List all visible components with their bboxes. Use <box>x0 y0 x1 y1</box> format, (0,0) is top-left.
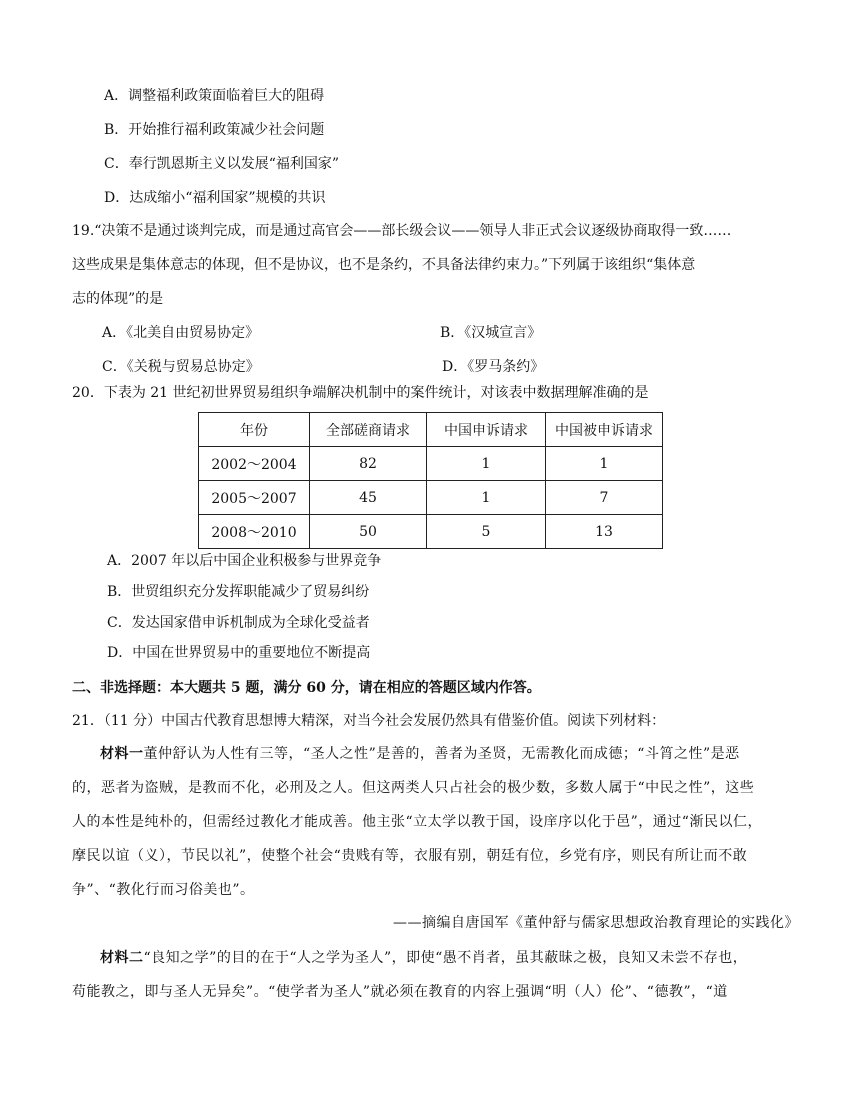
material1-line-3: 人的本性是纯朴的，但需经过教化才能成善。他主张“立太学以教于国，设庠序以化于邑”，通过“渐民以仁， <box>72 814 762 830</box>
table-cell: 2002～2004 <box>199 447 310 481</box>
table-row <box>199 515 663 549</box>
material2-line-1 <box>100 948 747 968</box>
q20-option-b: B．世贸组织充分发挥职能减少了贸易纠纷 <box>107 584 370 600</box>
table-row <box>199 447 663 481</box>
table-header-cell: 年份 <box>199 413 310 447</box>
table-cell: 7 <box>546 481 663 515</box>
q18-option-c: C．奉行凯恩斯主义以发展“福利国家” <box>104 156 340 172</box>
material1-text: 董仲舒认为人性有三等，“圣人之性”是善的，善者为圣贤，无需教化而成德；“斗筲之性”是恶 <box>143 746 740 762</box>
table-cell: 1 <box>546 447 663 481</box>
q20-option-c: C．发达国家借申诉机制成为全球化受益者 <box>107 615 370 631</box>
table-row <box>199 481 663 515</box>
q19-stem-line-1: 19.“决策不是通过谈判完成，而是通过高官会——部长级会议——领导人非正式会议逐级协商取得一致…… <box>72 223 732 239</box>
q19-option-c: C．《关税与贸易总协定》 <box>102 359 260 375</box>
q18-option-b: B．开始推行福利政策减少社会问题 <box>104 122 325 138</box>
table-header-cell: 全部磋商请求 <box>310 413 427 447</box>
table-cell: 82 <box>310 447 427 481</box>
q20-option-d: D．中国在世界贸易中的重要地位不断提高 <box>107 645 371 661</box>
q18-option-a: A．调整福利政策面临着巨大的阻碍 <box>104 88 325 104</box>
table-cell: 45 <box>310 481 427 515</box>
q19-option-d: D．《罗马条约》 <box>442 359 545 375</box>
table-cell: 5 <box>427 515 546 549</box>
q18-option-d: D．达成缩小“福利国家”规模的共识 <box>104 190 326 206</box>
material2-label: 材料二 <box>100 950 144 966</box>
table-cell: 13 <box>546 515 663 549</box>
material1-source: ——摘编自唐国军《董仲舒与儒家思想政治教育理论的实践化》 <box>393 915 799 931</box>
table-cell: 2005～2007 <box>199 481 310 515</box>
q19-stem-line-2: 这些成果是集体意志的体现，但不是协议，也不是条约，不具备法律约束力。”下列属于该组织“集体意 <box>72 257 696 273</box>
q19-stem-line-3: 志的体现”的是 <box>72 291 164 307</box>
table-header-row <box>199 413 663 447</box>
q21-stem: 21．（11 分）中国古代教育思想博大精深，对当今社会发展仍然具有借鉴价值。阅读下列材料： <box>72 713 666 729</box>
material1-line-1 <box>100 744 740 764</box>
material1-line-2: 的，恶者为盗贼，是教而不化，必刑及之人。但这两类人只占社会的极少数，多数人属于“中民之性”，这些 <box>72 780 755 796</box>
q19-option-b: B．《汉城宣言》 <box>440 325 542 341</box>
table-cell: 1 <box>427 447 546 481</box>
table-header-cell: 中国申诉请求 <box>427 413 546 447</box>
material2-line-2: 苟能教之，即与圣人无异矣”。“使学者为圣人”就必须在教育的内容上强调“明（人）伦”、“德教”，“道 <box>72 984 728 1000</box>
q20-option-a: A．2007 年以后中国企业积极参与世界竞争 <box>107 553 382 569</box>
table-header-cell: 中国被申诉请求 <box>546 413 663 447</box>
section2-title: 二、非选择题：本大题共 5 题，满分 60 分，请在相应的答题区域内作答。 <box>72 680 541 696</box>
table-cell: 1 <box>427 481 546 515</box>
table-cell: 50 <box>310 515 427 549</box>
material1-label: 材料一 <box>100 746 144 762</box>
material1-line-4: 摩民以谊（义），节民以礼”，使整个社会“贵贱有等，衣服有别，朝廷有位，乡党有序，则民有所让而不敢 <box>72 848 748 864</box>
wto-case-table <box>198 412 663 549</box>
material1-line-5: 争”、“教化行而习俗美也”。 <box>72 882 255 898</box>
material2-text: “良知之学”的目的在于“人之学为圣人”，即使“愚不肖者，虽其蔽昧之极，良知又未尝不存也， <box>143 950 748 966</box>
table-cell: 2008～2010 <box>199 515 310 549</box>
q19-option-a: A．《北美自由贸易协定》 <box>102 325 260 341</box>
q20-stem: 20．下表为 21 世纪初世界贸易组织争端解决机制中的案件统计，对该表中数据理解准确的是 <box>72 385 649 401</box>
